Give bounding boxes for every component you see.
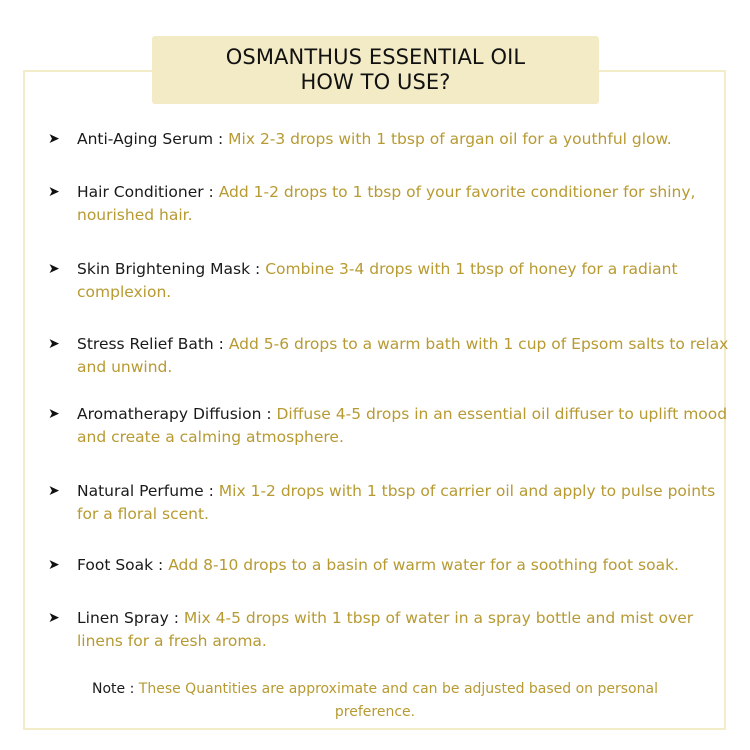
- list-item-text: [77, 128, 738, 151]
- arrowhead-right-icon: ➤: [48, 557, 60, 573]
- note-text: These Quantities are approximate and can be adjusted based on personal preference.: [134, 681, 658, 720]
- list-item-text: [77, 258, 738, 304]
- use-label: Anti-Aging Serum :: [77, 130, 224, 148]
- use-label: Linen Spray :: [77, 609, 179, 627]
- use-label: Hair Conditioner :: [77, 183, 214, 201]
- list-item: [48, 607, 738, 653]
- title-banner: [152, 36, 599, 104]
- list-item: [48, 554, 738, 577]
- use-label: Skin Brightening Mask :: [77, 260, 261, 278]
- page-title: OSMANTHUS ESSENTIAL OIL: [225, 45, 526, 69]
- list-item: [48, 258, 738, 304]
- use-description: Add 1-2 drops to 1 tbsp of your favorite conditioner for shiny, nourished hair.: [77, 183, 696, 224]
- list-item-text: [77, 181, 738, 227]
- use-label: Foot Soak :: [77, 556, 164, 574]
- use-description: Mix 4-5 drops with 1 tbsp of water in a spray bottle and mist over linens for a fresh aroma.: [77, 609, 694, 650]
- list-item-text: [77, 554, 738, 577]
- arrowhead-right-icon: ➤: [48, 336, 60, 352]
- arrowhead-right-icon: ➤: [48, 406, 60, 422]
- use-description: Mix 2-3 drops with 1 tbsp of argan oil for a youthful glow.: [223, 130, 672, 148]
- use-description: Mix 1-2 drops with 1 tbsp of carrier oil and apply to pulse points for a floral scent.: [77, 482, 716, 523]
- use-description: Combine 3-4 drops with 1 tbsp of honey for a radiant complexion.: [77, 260, 678, 301]
- list-item: [48, 480, 738, 526]
- use-label: Natural Perfume :: [77, 482, 214, 500]
- list-item-text: [77, 333, 738, 379]
- use-description: Add 8-10 drops to a basin of warm water for a soothing foot soak.: [163, 556, 679, 574]
- arrowhead-right-icon: ➤: [48, 184, 60, 200]
- list-item: [48, 181, 738, 227]
- use-label: Stress Relief Bath :: [77, 335, 224, 353]
- use-label: Aromatherapy Diffusion :: [77, 405, 272, 423]
- arrowhead-right-icon: ➤: [48, 261, 60, 277]
- note-label: Note :: [92, 681, 135, 697]
- arrowhead-right-icon: ➤: [48, 483, 60, 499]
- list-item: [48, 128, 738, 151]
- list-item: [48, 403, 738, 449]
- list-item: [48, 333, 738, 379]
- list-item-text: [77, 480, 738, 526]
- list-item-text: [77, 403, 738, 449]
- use-description: Add 5-6 drops to a warm bath with 1 cup of Epsom salts to relax and unwind.: [77, 335, 729, 376]
- arrowhead-right-icon: ➤: [48, 610, 60, 626]
- page-subtitle: HOW TO USE?: [300, 70, 451, 94]
- use-description: Diffuse 4-5 drops in an essential oil diffuser to uplift mood and create a calming atmosphere.: [77, 405, 728, 446]
- footnote: [75, 678, 675, 724]
- arrowhead-right-icon: ➤: [48, 131, 60, 147]
- list-item-text: [77, 607, 738, 653]
